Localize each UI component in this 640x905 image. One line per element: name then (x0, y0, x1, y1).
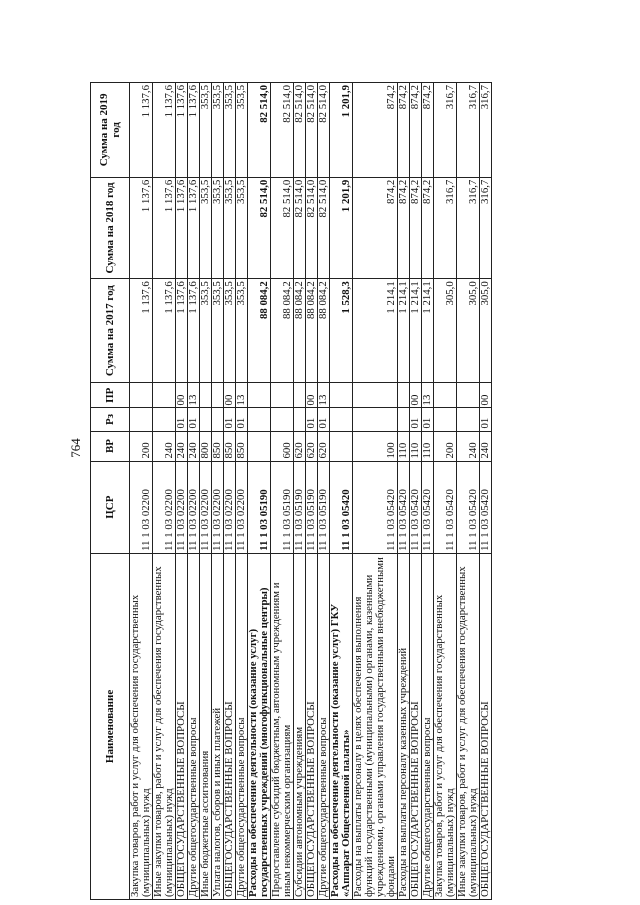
table-row (353, 83, 398, 900)
table-cell-s2019: 353,5 (200, 83, 212, 178)
table-cell-csr: 11 1 03 05420 (330, 461, 353, 553)
table-cell-s2018: 1 137,6 (130, 177, 153, 279)
table-cell-name: Расходы на обеспечение деятельности (оказание услуг) ГКУ «Аппарат Общественной палаты» (330, 553, 353, 899)
table-cell-name: Закупка товаров, работ и услуг для обеспечения государственных (муниципальных) нужд (434, 553, 457, 899)
table-cell-rz: 01 (224, 408, 236, 431)
table-row (457, 83, 480, 900)
table-cell-vr: 620 (306, 431, 318, 461)
table-cell-s2018: 874,2 (422, 177, 434, 279)
table-cell-s2017: 1 214,1 (353, 279, 398, 383)
table-cell-s2017: 88 084,2 (306, 279, 318, 383)
table-cell-s2019: 1 137,6 (176, 83, 188, 178)
table-cell-s2019: 1 201,9 (330, 83, 353, 178)
table-cell-s2017: 305,0 (457, 279, 480, 383)
table-cell-rz: 01 (410, 408, 422, 431)
table-cell-s2019: 874,2 (422, 83, 434, 178)
table-cell-rz (457, 408, 480, 431)
table-cell-csr: 11 1 03 05190 (294, 461, 306, 553)
table-cell-s2017: 88 084,2 (248, 279, 271, 383)
table-cell-vr: 620 (294, 431, 306, 461)
table-row (306, 83, 318, 900)
table-cell-name: Расходы на выплаты персоналу в целях обеспечения выполнения функций государственными (муниципальными) органами, казенными учреждениями, органами управления государственными внебюджетными фондами (353, 553, 398, 899)
table-cell-s2019: 874,2 (410, 83, 422, 178)
table-row (318, 83, 330, 900)
table-cell-csr: 11 1 03 05420 (422, 461, 434, 553)
table-cell-s2018: 316,7 (480, 177, 492, 279)
table-row (130, 83, 153, 900)
table-cell-rz (294, 408, 306, 431)
table-cell-csr: 11 1 03 05190 (318, 461, 330, 553)
table-cell-rz (398, 408, 410, 431)
table-cell-pr (153, 383, 176, 408)
table-cell-s2017: 1 214,1 (410, 279, 422, 383)
table-cell-name: Другие общегосударственные вопросы (188, 553, 200, 899)
table-cell-s2018: 874,2 (353, 177, 398, 279)
table-row (330, 83, 353, 900)
table-cell-s2019: 82 514,0 (318, 83, 330, 178)
table-cell-s2018: 874,2 (398, 177, 410, 279)
page-number: 764 (68, 438, 83, 458)
table-cell-s2017: 305,0 (480, 279, 492, 383)
table-cell-vr: 110 (398, 431, 410, 461)
table-cell-pr (457, 383, 480, 408)
table-cell-vr: 800 (200, 431, 212, 461)
table-cell-pr: 13 (236, 383, 248, 408)
table-cell-vr: 240 (480, 431, 492, 461)
table-row (398, 83, 410, 900)
table-cell-pr: 00 (224, 383, 236, 408)
table-cell-s2017: 1 214,1 (398, 279, 410, 383)
table-cell-s2019: 1 137,6 (188, 83, 200, 178)
table-cell-vr: 850 (224, 431, 236, 461)
table-cell-s2019: 82 514,0 (306, 83, 318, 178)
table-cell-s2017: 305,0 (434, 279, 457, 383)
table-cell-csr: 11 1 03 05190 (248, 461, 271, 553)
table-cell-s2019: 1 137,6 (153, 83, 176, 178)
table-cell-name: Другие общегосударственные вопросы (236, 553, 248, 899)
table-cell-csr: 11 1 03 02200 (176, 461, 188, 553)
table-cell-vr: 100 (353, 431, 398, 461)
table-cell-rz: 01 (188, 408, 200, 431)
table-cell-csr: 11 1 03 02200 (224, 461, 236, 553)
table-cell-s2017: 88 084,2 (294, 279, 306, 383)
table-cell-pr: 13 (422, 383, 434, 408)
table-cell-s2019: 316,7 (457, 83, 480, 178)
table-cell-rz: 01 (422, 408, 434, 431)
table-cell-vr: 110 (410, 431, 422, 461)
table-cell-pr: 13 (188, 383, 200, 408)
table-header-row (91, 83, 130, 900)
table-cell-pr (200, 383, 212, 408)
table-cell-name: Субсидии автономным учреждениям (294, 553, 306, 899)
table-cell-s2018: 353,5 (236, 177, 248, 279)
column-header: ПР (91, 383, 130, 408)
table-cell-csr: 11 1 03 05420 (457, 461, 480, 553)
table-cell-csr: 11 1 03 05420 (434, 461, 457, 553)
table-cell-s2017: 353,5 (200, 279, 212, 383)
table-cell-rz: 01 (306, 408, 318, 431)
table-cell-s2018: 353,5 (212, 177, 224, 279)
table-cell-s2018: 82 514,0 (248, 177, 271, 279)
table-row (248, 83, 271, 900)
table-cell-rz (353, 408, 398, 431)
table-cell-pr (434, 383, 457, 408)
table-cell-name: ОБЩЕГОСУДАРСТВЕННЫЕ ВОПРОСЫ (410, 553, 422, 899)
table-cell-s2017: 88 084,2 (318, 279, 330, 383)
table-cell-s2019: 353,5 (236, 83, 248, 178)
table-row (271, 83, 294, 900)
table-cell-vr: 200 (434, 431, 457, 461)
table-cell-s2017: 1 137,6 (176, 279, 188, 383)
table-cell-vr: 240 (457, 431, 480, 461)
table-cell-rz (248, 408, 271, 431)
table-cell-s2017: 1 528,3 (330, 279, 353, 383)
table-cell-name: ОБЩЕГОСУДАРСТВЕННЫЕ ВОПРОСЫ (480, 553, 492, 899)
table-row (224, 83, 236, 900)
table-cell-vr: 240 (153, 431, 176, 461)
table-cell-name: Расходы на обеспечение деятельности (оказание услуг) государственных учреждений (многофункциональные центры) (248, 553, 271, 899)
column-header: Сумма на 2019 год (91, 83, 130, 178)
table-cell-name: Уплата налогов, сборов и иных платежей (212, 553, 224, 899)
table-cell-s2018: 82 514,0 (271, 177, 294, 279)
table-cell-pr: 00 (306, 383, 318, 408)
table-cell-rz: 01 (236, 408, 248, 431)
table-cell-rz (271, 408, 294, 431)
table-cell-s2017: 88 084,2 (271, 279, 294, 383)
table-cell-name: ОБЩЕГОСУДАРСТВЕННЫЕ ВОПРОСЫ (176, 553, 188, 899)
table-row (176, 83, 188, 900)
table-cell-vr (248, 431, 271, 461)
table-cell-vr: 850 (212, 431, 224, 461)
table-cell-vr: 200 (130, 431, 153, 461)
table-cell-vr: 600 (271, 431, 294, 461)
table-cell-pr: 13 (318, 383, 330, 408)
table-cell-csr: 11 1 03 02200 (153, 461, 176, 553)
table-cell-s2018: 316,7 (434, 177, 457, 279)
table-cell-s2018: 353,5 (200, 177, 212, 279)
table-cell-s2018: 1 137,6 (176, 177, 188, 279)
table-cell-csr: 11 1 03 05420 (480, 461, 492, 553)
table-cell-s2019: 82 514,0 (294, 83, 306, 178)
table-cell-rz (130, 408, 153, 431)
table-cell-name: Предоставление субсидий бюджетным, автономным учреждениям и иным некоммерческим организациям (271, 553, 294, 899)
table-cell-csr: 11 1 03 05420 (398, 461, 410, 553)
table-cell-pr (398, 383, 410, 408)
table-cell-s2017: 353,5 (224, 279, 236, 383)
table-cell-pr (212, 383, 224, 408)
table-cell-csr: 11 1 03 02200 (130, 461, 153, 553)
table-cell-pr (353, 383, 398, 408)
table-cell-s2019: 316,7 (480, 83, 492, 178)
column-header: Рз (91, 408, 130, 431)
table-cell-s2018: 82 514,0 (294, 177, 306, 279)
table-cell-s2017: 1 214,1 (422, 279, 434, 383)
table-cell-csr: 11 1 03 05420 (410, 461, 422, 553)
table-cell-s2019: 353,5 (224, 83, 236, 178)
table-cell-rz: 01 (318, 408, 330, 431)
table-cell-s2019: 874,2 (398, 83, 410, 178)
table-cell-name: Иные бюджетные ассигнования (200, 553, 212, 899)
table-cell-pr: 00 (410, 383, 422, 408)
table-cell-pr (294, 383, 306, 408)
table-cell-s2019: 82 514,0 (248, 83, 271, 178)
table-cell-name: Другие общегосударственные вопросы (318, 553, 330, 899)
table-cell-name: ОБЩЕГОСУДАРСТВЕННЫЕ ВОПРОСЫ (224, 553, 236, 899)
table-cell-s2018: 353,5 (224, 177, 236, 279)
table-cell-csr: 11 1 03 02200 (236, 461, 248, 553)
table-cell-name: Расходы на выплаты персоналу казенных учреждений (398, 553, 410, 899)
table-cell-s2018: 1 137,6 (188, 177, 200, 279)
table-cell-vr (330, 431, 353, 461)
table-cell-s2017: 353,5 (236, 279, 248, 383)
table-cell-csr: 11 1 03 02200 (212, 461, 224, 553)
table-cell-s2019: 874,2 (353, 83, 398, 178)
table-cell-s2017: 353,5 (212, 279, 224, 383)
table-cell-name: Иные закупки товаров, работ и услуг для обеспечения государственных (муниципальных) нужд (457, 553, 480, 899)
table-cell-name: ОБЩЕГОСУДАРСТВЕННЫЕ ВОПРОСЫ (306, 553, 318, 899)
table-cell-rz (212, 408, 224, 431)
table-cell-rz: 01 (176, 408, 188, 431)
rotated-page-content (90, 82, 620, 900)
table-cell-rz (153, 408, 176, 431)
table-cell-vr: 850 (236, 431, 248, 461)
table-cell-s2019: 316,7 (434, 83, 457, 178)
table-cell-vr: 240 (176, 431, 188, 461)
table-row (153, 83, 176, 900)
column-header: ЦСР (91, 461, 130, 553)
table-cell-pr: 00 (480, 383, 492, 408)
table-row (212, 83, 224, 900)
table-cell-rz (330, 408, 353, 431)
table-cell-pr: 00 (176, 383, 188, 408)
table-row (200, 83, 212, 900)
table-cell-csr: 11 1 03 05190 (271, 461, 294, 553)
table-cell-s2019: 353,5 (212, 83, 224, 178)
table-row (410, 83, 422, 900)
table-row (236, 83, 248, 900)
table-cell-name: Другие общегосударственные вопросы (422, 553, 434, 899)
table-cell-s2019: 1 137,6 (130, 83, 153, 178)
table-cell-s2017: 1 137,6 (153, 279, 176, 383)
table-cell-pr (248, 383, 271, 408)
table-cell-vr: 110 (422, 431, 434, 461)
table-row (294, 83, 306, 900)
table-cell-s2018: 82 514,0 (306, 177, 318, 279)
table-cell-vr: 620 (318, 431, 330, 461)
table-cell-s2017: 1 137,6 (188, 279, 200, 383)
column-header: Наименование (91, 553, 130, 899)
table-row (422, 83, 434, 900)
table-cell-pr (130, 383, 153, 408)
table-cell-s2017: 1 137,6 (130, 279, 153, 383)
table-body (130, 83, 492, 900)
column-header: Сумма на 2018 год (91, 177, 130, 279)
table-row (434, 83, 457, 900)
table-cell-s2018: 82 514,0 (318, 177, 330, 279)
budget-table (90, 82, 492, 900)
table-cell-rz (434, 408, 457, 431)
table-cell-s2018: 316,7 (457, 177, 480, 279)
table-cell-s2019: 82 514,0 (271, 83, 294, 178)
table-cell-s2018: 874,2 (410, 177, 422, 279)
table-cell-pr (330, 383, 353, 408)
table-cell-csr: 11 1 03 05420 (353, 461, 398, 553)
table-cell-rz: 01 (480, 408, 492, 431)
table-cell-name: Иные закупки товаров, работ и услуг для обеспечения государственных (муниципальных) нужд (153, 553, 176, 899)
table-cell-name: Закупка товаров, работ и услуг для обеспечения государственных (муниципальных) нужд (130, 553, 153, 899)
table-cell-pr (271, 383, 294, 408)
table-row (480, 83, 492, 900)
table-cell-vr: 240 (188, 431, 200, 461)
table-cell-csr: 11 1 03 05190 (306, 461, 318, 553)
table-row (188, 83, 200, 900)
table-cell-csr: 11 1 03 02200 (188, 461, 200, 553)
table-cell-csr: 11 1 03 02200 (200, 461, 212, 553)
table-cell-s2018: 1 137,6 (153, 177, 176, 279)
column-header: ВР (91, 431, 130, 461)
column-header: Сумма на 2017 год (91, 279, 130, 383)
table-cell-rz (200, 408, 212, 431)
table-cell-s2018: 1 201,9 (330, 177, 353, 279)
